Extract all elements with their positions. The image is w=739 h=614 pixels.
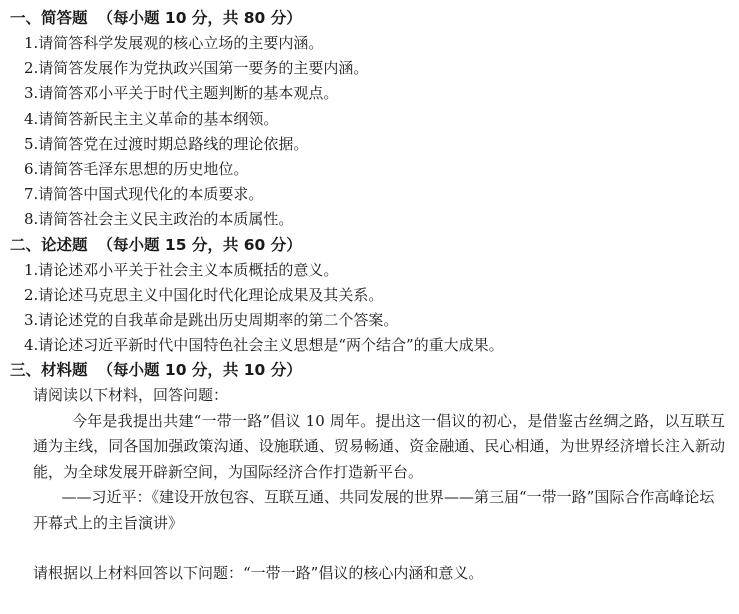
question-item: 1.请简答科学发展观的核心立场的主要内涵。 bbox=[24, 34, 324, 52]
material-block bbox=[10, 383, 729, 587]
question-item: 4.请简答新民主主义革命的基本纲领。 bbox=[24, 109, 279, 128]
question-item: 2.请论述马克思主义中国化时代化理论成果及其关系。 bbox=[24, 285, 384, 304]
question-item: 6.请简答毛泽东思想的历史地位。 bbox=[24, 159, 249, 178]
question-item: 5.请简答党在过渡时期总路线的理论依据。 bbox=[24, 134, 309, 153]
question-item: 3.请论述党的自我革命是跳出历史周期率的第二个答案。 bbox=[24, 310, 399, 329]
section-title: 三、材料题 bbox=[10, 361, 88, 380]
material-source: ——习近平：《建设开放包容、互联互通、共同发展的世界——第三届“一带一路”国际合作高峰论坛开幕式上的主旨演讲》 bbox=[33, 488, 715, 532]
question-item: 2.请简答发展作为党执政兴国第一要务的主要内涵。 bbox=[24, 59, 369, 78]
section-title: 二、论述题 bbox=[10, 235, 88, 254]
section-title: 一、简答题 bbox=[10, 9, 88, 27]
question-item: 8.请简答社会主义民主政治的本质属性。 bbox=[24, 210, 294, 229]
section-heading-material bbox=[10, 358, 729, 383]
section-score-note: （每小题 10 分，共 80 分） bbox=[97, 9, 302, 27]
question-item: 3.请简答邓小平关于时代主题判断的基本观点。 bbox=[24, 84, 339, 103]
section-heading-short-answer bbox=[10, 6, 729, 31]
question-item: 1.请论述邓小平关于社会主义本质概括的意义。 bbox=[24, 260, 339, 279]
section-heading-essay bbox=[10, 233, 729, 258]
question-item: 4.请论述习近平新时代中国特色社会主义思想是“两个结合”的重大成果。 bbox=[24, 336, 504, 355]
spacer bbox=[33, 536, 729, 561]
section-score-note: （每小题 15 分，共 60 分） bbox=[97, 235, 302, 254]
question-item: 7.请简答中国式现代化的本质要求。 bbox=[24, 185, 264, 204]
material-instruction: 请阅读以下材料，回答问题： bbox=[33, 386, 229, 405]
section-score-note: （每小题 10 分，共 10 分） bbox=[97, 361, 302, 380]
material-paragraph: 今年是我提出共建“一带一路”倡议 10 周年。提出这一倡议的初心，是借鉴古丝绸之路，以互联互通为主线，同各国加强政策沟通、设施联通、贸易畅通、资金融通、民心相通，为世界经济增长注入新动能，为全球发展开辟新空间，为国际经济合作打造新平台。 bbox=[33, 411, 725, 481]
material-question: 请根据以上材料回答以下问题：“一带一路”倡议的核心内涵和意义。 bbox=[33, 564, 484, 583]
